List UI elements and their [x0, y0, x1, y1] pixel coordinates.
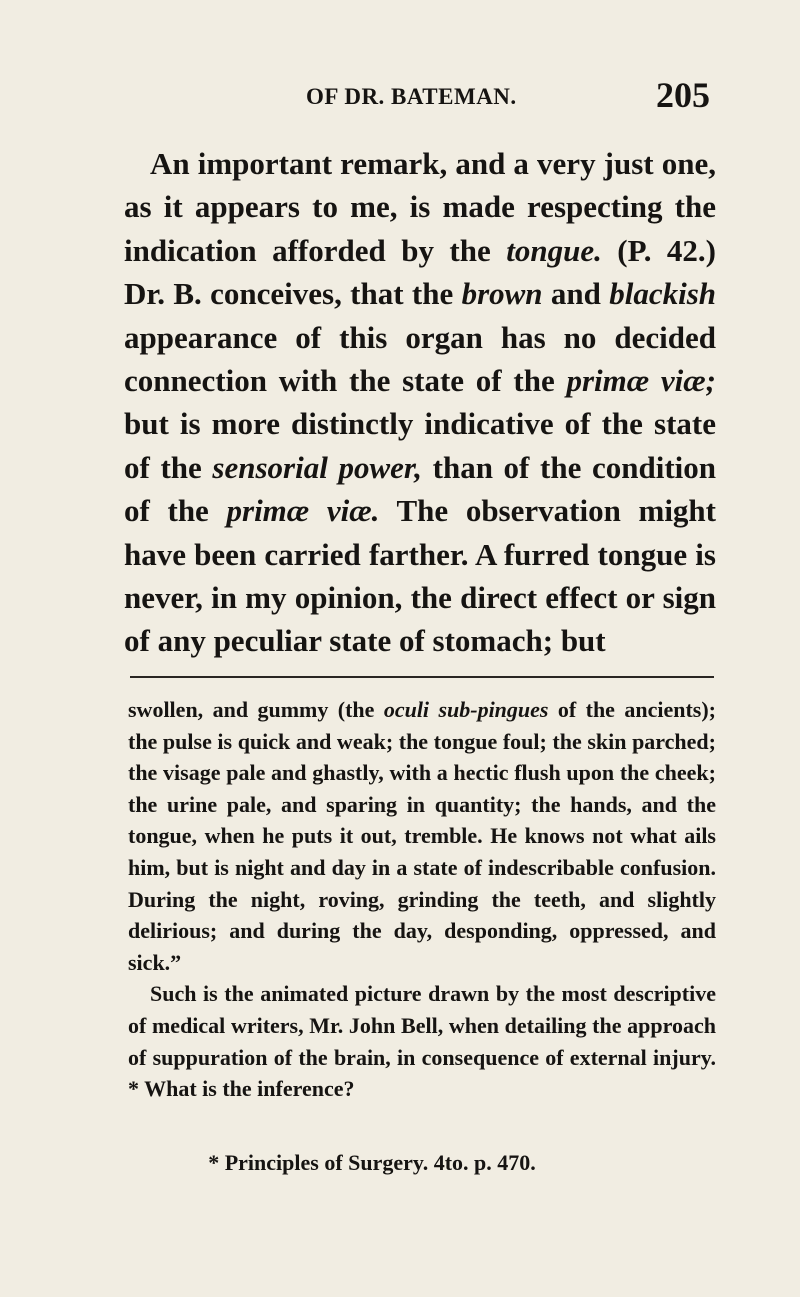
running-title: OF DR. BATEMAN.: [306, 84, 517, 109]
italic-term: tongue.: [506, 232, 602, 268]
notes-block: [128, 694, 716, 1105]
notes-paragraph-1: [128, 694, 716, 978]
italic-term: primæ viæ.: [226, 493, 380, 529]
page-number: 205: [656, 75, 710, 115]
footnote: * Principles of Surgery. 4to. p. 470.: [208, 1150, 536, 1175]
text-run: than of the condition of the: [124, 449, 716, 529]
text-run: appearance of this organ has no decided connection with the state of the: [124, 319, 716, 399]
main-text: [124, 142, 716, 663]
text-run: The observation might have been carried farther. A furred tongue is never, in my opinion, the direct effect or sign of any peculiar state of stomach; but: [124, 493, 716, 659]
italic-term: blackish: [609, 276, 716, 312]
text-run: (P. 42.) Dr. B. conceives, that the: [124, 232, 716, 312]
text-run: but is more distinctly indicative of the state of the: [124, 406, 716, 485]
notes-paragraph-2: Such is the animated picture drawn by the most descriptive of medical writers, Mr. John Bell, when detailing the approach of suppuration of the brain, in consequence of external injury. * What is the inference?: [128, 981, 716, 1102]
text-run: and: [542, 276, 610, 312]
divider-rule: [130, 676, 714, 678]
italic-term: primæ viæ;: [566, 363, 716, 399]
italic-term: sensorial power,: [212, 449, 422, 485]
italic-term: brown: [461, 276, 543, 312]
page-header: [124, 75, 714, 118]
text-run: swollen, and gummy (the: [128, 697, 384, 722]
main-paragraph: [124, 142, 716, 663]
text-run: of the ancients); the pulse is quick and weak; the tongue foul; the skin parched; the visage pale and ghastly, with a hectic flush upon the cheek; the urine pale, and sparing in quantity; the hands, and the tongue, when he puts it out, tremble. He knows not what ails him, but is night and day in a state of indescribable confusion. During the night, roving, grinding the teeth, and slightly delirious; and during the day, desponding, oppressed, and sick.”: [128, 697, 717, 975]
text-run: An important remark, and a very just one, as it appears to me, is made respecting the indication afforded by the: [124, 146, 716, 268]
italic-term: oculi sub-pingues: [383, 697, 549, 722]
